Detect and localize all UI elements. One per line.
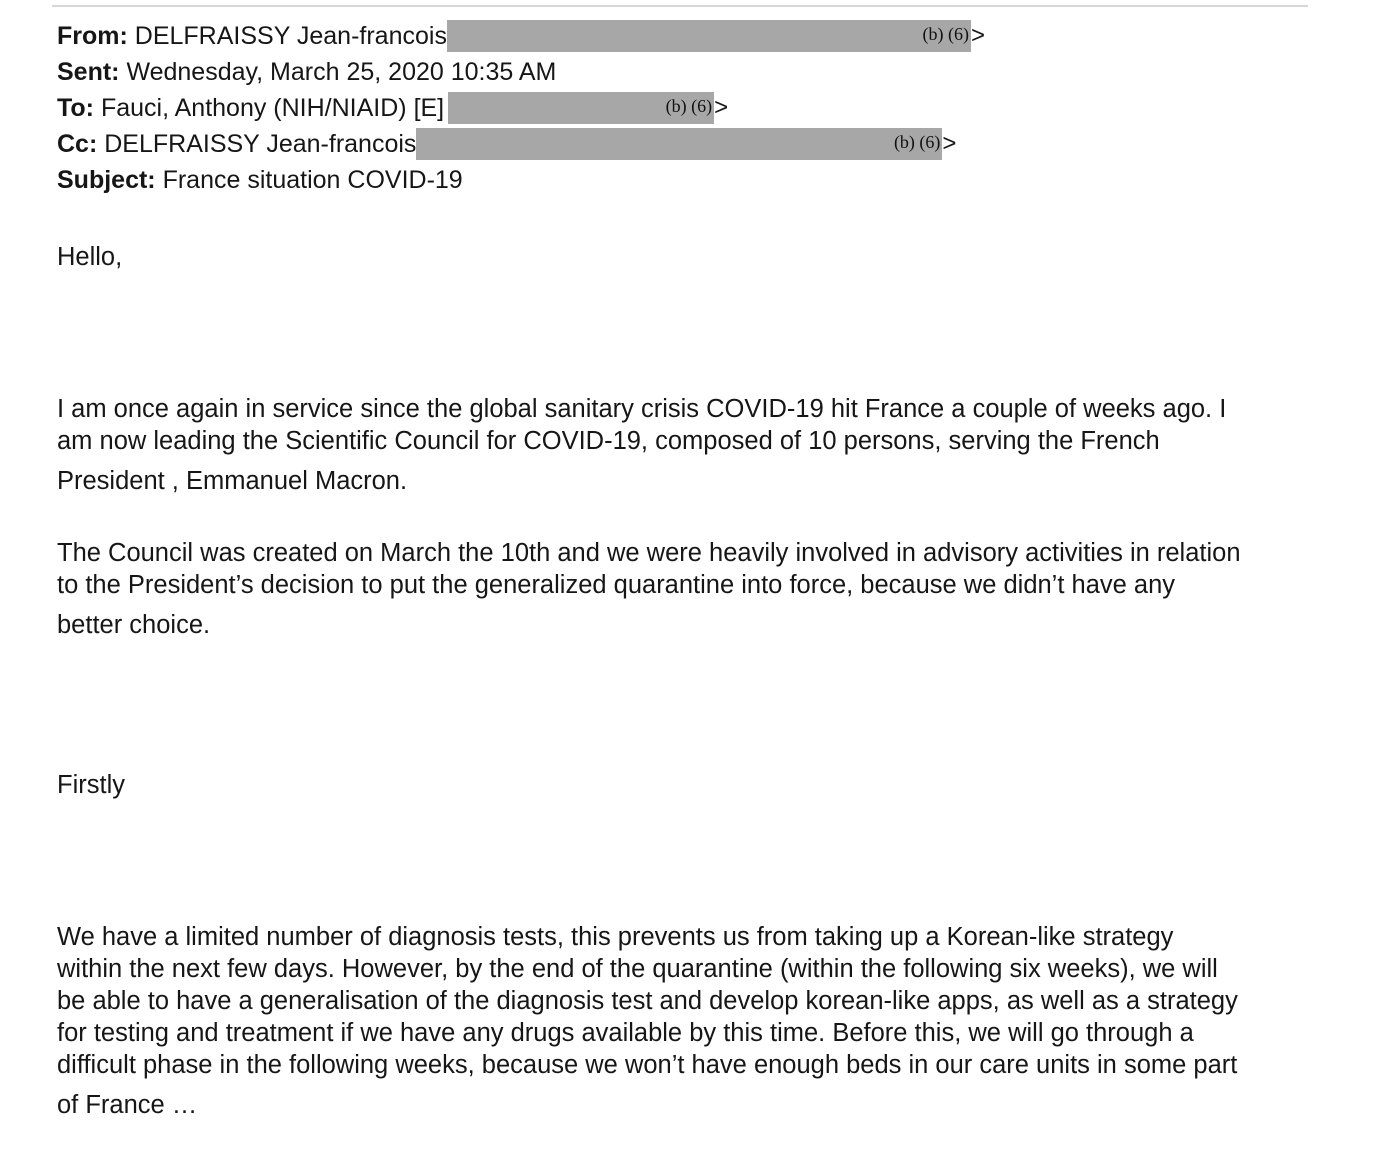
from-suffix: > [970,22,985,49]
paragraph-2-line-3: better choice. [57,611,211,639]
to-value: Fauci, Anthony (NIH/NIAID) [E] [100,94,445,122]
paragraph-1 [57,393,1317,497]
paragraph-3-line-2: within the next few days. However, by the end of the quarantine (within the following six weeks), we will [57,955,1218,983]
cc-redaction-box [416,128,942,160]
to-label: To: [57,94,95,122]
cc-suffix: > [942,130,957,157]
from-line [57,18,1307,54]
sent-label: Sent: [57,58,120,86]
subject-value: France situation COVID-19 [162,166,463,194]
paragraph-1-line-3: President , Emmanuel Macron. [57,467,408,495]
from-label: From: [57,22,128,50]
to-suffix: > [714,94,729,121]
cc-label: Cc: [57,130,98,158]
paragraph-3-line-3: be able to have a generalisation of the diagnosis test and develop korean-like apps, as well as a strategy [57,987,1238,1015]
paragraph-2-line-2: to the President’s decision to put the generalized quarantine into force, because we didn’t have any [57,571,1176,599]
paragraph-3 [57,921,1317,1121]
sent-line [57,54,1307,90]
paragraph-3-line-1: We have a limited number of diagnosis tests, this prevents us from taking up a Korean-like strategy [57,923,1174,951]
paragraph-1-line-2: am now leading the Scientific Council for COVID-19, composed of 10 persons, serving the French [57,427,1160,455]
cc-redaction-code: (b) (6) [893,132,941,152]
top-divider [52,5,1308,7]
paragraph-3-line-4: for testing and treatment if we have any drugs available by this time. Before this, we will go through a [57,1019,1194,1047]
paragraph-2-line-1: The Council was created on March the 10th and we were heavily involved in advisory activities in relation [57,539,1241,567]
firstly-heading: Firstly [57,771,125,799]
from-redaction-box [447,20,971,52]
paragraph-2 [57,537,1317,641]
to-redaction-box [448,92,714,124]
sent-value: Wednesday, March 25, 2020 10:35 AM [126,58,557,86]
from-redaction-code: (b) (6) [922,24,969,44]
paragraph-3-line-5: difficult phase in the following weeks, because we won’t have enough beds in our care units in some part [57,1051,1238,1079]
cc-line [57,126,1307,162]
cc-value: DELFRAISSY Jean-francois [104,130,417,158]
subject-label: Subject: [57,166,156,194]
greeting: Hello, [57,243,123,271]
email-header [57,18,1307,198]
paragraph-1-line-1: I am once again in service since the global sanitary crisis COVID-19 hit France a couple of weeks ago. I [57,395,1227,423]
from-value: DELFRAISSY Jean-francois [134,22,447,50]
subject-line [57,162,1307,198]
to-line [57,90,1307,126]
to-redaction-code: (b) (6) [665,96,713,116]
paragraph-3-line-6: of France … [57,1091,198,1119]
